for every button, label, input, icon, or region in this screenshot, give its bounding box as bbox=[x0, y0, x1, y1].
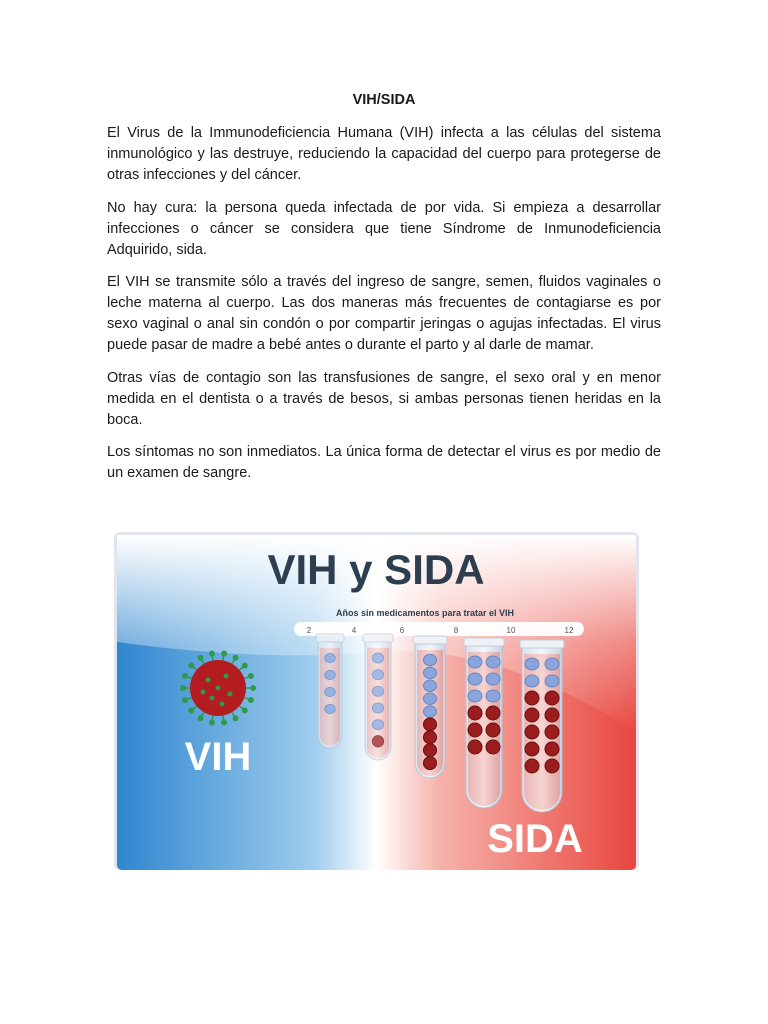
virus-particle bbox=[545, 759, 559, 773]
test-tube bbox=[363, 634, 393, 760]
virus-particle bbox=[423, 731, 436, 744]
virus-particle bbox=[525, 742, 539, 756]
blood-cell bbox=[325, 687, 335, 696]
blood-cell bbox=[468, 656, 482, 668]
virus-particle bbox=[372, 736, 383, 747]
test-tube bbox=[464, 638, 504, 808]
virus-particle bbox=[423, 744, 436, 757]
timeline-tick: 6 bbox=[399, 626, 405, 635]
blood-cell bbox=[372, 720, 383, 730]
paragraph-4: Otras vías de contagio son las transfusiones de sangre, el sexo oral y en menor medida en el dentista o a través de besos, si ambas personas tienen heridas en la boca. bbox=[107, 370, 661, 428]
blood-cell bbox=[423, 693, 436, 705]
virus-particle bbox=[545, 691, 559, 705]
blood-cell bbox=[325, 653, 335, 662]
virus-particle bbox=[525, 708, 539, 722]
blood-cell bbox=[423, 680, 436, 692]
test-tube bbox=[316, 634, 344, 748]
blood-cell bbox=[525, 675, 539, 687]
blood-cell bbox=[545, 675, 559, 687]
timeline-tick: 10 bbox=[506, 626, 516, 635]
blood-cell bbox=[423, 667, 436, 679]
virus-particle bbox=[525, 759, 539, 773]
virus-particle bbox=[468, 723, 482, 737]
blood-cell bbox=[325, 670, 335, 679]
blood-cell bbox=[486, 656, 500, 668]
test-tube bbox=[520, 640, 564, 812]
virus-particle bbox=[525, 691, 539, 705]
label-vih: VIH bbox=[184, 735, 252, 779]
blood-cell bbox=[525, 658, 539, 670]
blood-cell bbox=[372, 670, 383, 680]
blood-cell bbox=[545, 658, 559, 670]
virus-particle bbox=[486, 706, 500, 720]
virus-particle bbox=[423, 757, 436, 770]
blood-cell bbox=[423, 654, 436, 666]
infographic-subtitle: Años sin medicamentos para tratar el VIH bbox=[335, 608, 515, 618]
infographic-canvas bbox=[114, 532, 639, 870]
infographic-title: VIH y SIDA bbox=[267, 546, 485, 593]
blood-cell bbox=[468, 690, 482, 702]
paragraph-3: El VIH se transmite sólo a través del ingreso de sangre, semen, fluidos vaginales o leche materna al cuerpo. Las dos maneras más frecuentes de contagiarse es por sexo vaginal o anal sin condón o por compartir jeringas o agujas infectadas. El virus puede pasar de madre a bebé antes o durante el parto y al darle de mamar. bbox=[107, 274, 661, 353]
virus-particle bbox=[486, 723, 500, 737]
paragraph-2: No hay cura: la persona queda infectada de por vida. Si empieza a desarrollar infecciones o cáncer se considera que tiene Síndrome de Inmunodeficiencia Adquirido, sida. bbox=[107, 200, 661, 258]
blood-cell bbox=[486, 673, 500, 685]
page-title: VIH/SIDA bbox=[352, 92, 416, 108]
virus-particle bbox=[525, 725, 539, 739]
test-tube bbox=[413, 636, 447, 778]
hiv-infographic bbox=[114, 532, 639, 870]
virus-particle bbox=[423, 718, 436, 731]
blood-cell bbox=[468, 673, 482, 685]
timeline-tick: 4 bbox=[351, 626, 357, 635]
blood-cell bbox=[325, 704, 335, 713]
timeline-tick: 12 bbox=[564, 626, 574, 635]
virus-particle bbox=[486, 740, 500, 754]
virus-particle bbox=[545, 742, 559, 756]
blood-cell bbox=[486, 690, 500, 702]
virus-particle bbox=[468, 740, 482, 754]
blood-cell bbox=[423, 706, 436, 718]
blood-cell bbox=[372, 686, 383, 696]
paragraph-5: Los síntomas no son inmediatos. La única forma de detectar el virus es por medio de un examen de sangre. bbox=[107, 444, 661, 481]
virus-particle bbox=[545, 725, 559, 739]
timeline-tick: 8 bbox=[453, 626, 459, 635]
virus-particle bbox=[545, 708, 559, 722]
timeline-tick: 2 bbox=[306, 626, 312, 635]
label-sida: SIDA bbox=[487, 817, 583, 861]
blood-cell bbox=[372, 653, 383, 663]
blood-cell bbox=[372, 703, 383, 713]
paragraph-1: El Virus de la Immunodeficiencia Humana (VIH) infecta a las células del sistema inmunológico y las destruye, reduciendo la capacidad del cuerpo para protegerse de otras infecciones y del cáncer. bbox=[107, 125, 661, 183]
virus-particle bbox=[468, 706, 482, 720]
